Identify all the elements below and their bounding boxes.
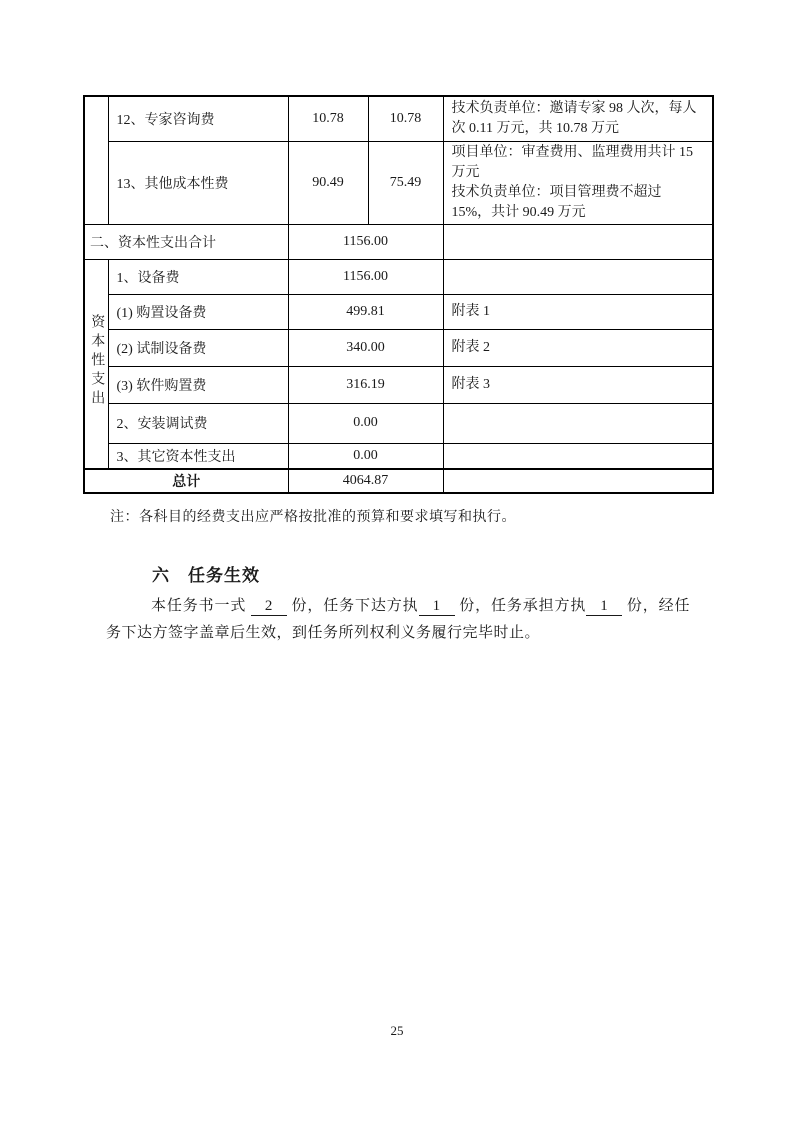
cell-install-value: 0.00: [288, 403, 443, 443]
paragraph-text-1: 本任务书一式: [151, 598, 251, 614]
note-line-1: 项目单位：审查费用、监理费用共计 15 万元: [451, 144, 693, 180]
table-row: [84, 96, 713, 141]
cell-trial-value: 340.00: [288, 329, 443, 366]
table-row: [84, 366, 713, 403]
cell-software-value: 316.19: [288, 366, 443, 403]
cell-grand-total-note: [443, 469, 713, 493]
cell-software-note: 附表 3: [443, 366, 713, 403]
cell-grand-total-label: 总计: [84, 469, 288, 493]
cell-row13-note: [443, 141, 713, 224]
section-heading: 六 任务生效: [152, 566, 260, 585]
table-row: [84, 469, 713, 493]
cell-side-empty: [84, 96, 108, 224]
table-row: [84, 403, 713, 443]
cell-capital-total-note: [443, 224, 713, 259]
table-row: [84, 443, 713, 469]
paragraph-text-2: 份，任务下达方执: [286, 598, 419, 614]
cell-row13-label: 13、其他成本性费: [108, 141, 288, 224]
cell-capital-side-label: [84, 259, 108, 469]
table-row: [84, 329, 713, 366]
cell-row13-budget: 90.49: [288, 141, 368, 224]
cell-software-label: (3) 软件购置费: [108, 366, 288, 403]
table-row: [84, 141, 713, 224]
note-line-2: 技术负责单位：项目管理费不超过 15%，共计 90.49 万元: [451, 184, 662, 220]
cell-row12-note: 技术负责单位：邀请专家 98 人次，每人次 0.11 万元，共 10.78 万元: [443, 96, 713, 141]
cell-other-capital-note: [443, 443, 713, 469]
table-footnote: 注：各科目的经费支出应严格按批准的预算和要求填写和执行。: [110, 510, 516, 525]
table-row: [84, 259, 713, 294]
cell-purchase-label: (1) 购置设备费: [108, 294, 288, 329]
table-row: [84, 224, 713, 259]
cell-trial-label: (2) 试制设备费: [108, 329, 288, 366]
cell-grand-total-value: 4064.87: [288, 469, 443, 493]
cell-capital-total-value: 1156.00: [288, 224, 443, 259]
cell-row12-label: 12、专家咨询费: [108, 96, 288, 141]
cell-equipment-note: [443, 259, 713, 294]
section-paragraph: [106, 593, 690, 647]
paragraph-text-4: 份，经任务下达方签字盖章后生效，到任务所列权利义务履行完毕时止。: [106, 598, 690, 641]
budget-table: [83, 95, 714, 494]
blank-total-copies: 2: [251, 598, 287, 616]
cell-purchase-value: 499.81: [288, 294, 443, 329]
cell-purchase-note: 附表 1: [443, 294, 713, 329]
cell-other-capital-label: 3、其它资本性支出: [108, 443, 288, 469]
blank-undertaker-copies: 1: [586, 598, 622, 616]
cell-install-note: [443, 403, 713, 443]
blank-issuer-copies: 1: [419, 598, 455, 616]
page-number: 25: [390, 1023, 404, 1038]
cell-trial-note: 附表 2: [443, 329, 713, 366]
cell-row13-special: 75.49: [368, 141, 443, 224]
cell-row12-budget: 10.78: [288, 96, 368, 141]
cell-row12-special: 10.78: [368, 96, 443, 141]
cell-equipment-label: 1、设备费: [108, 259, 288, 294]
table-row: [84, 294, 713, 329]
cell-install-label: 2、安装调试费: [108, 403, 288, 443]
paragraph-text-3: 份，任务承担方执: [454, 598, 587, 614]
vertical-label: 资本性支出: [89, 313, 105, 409]
cell-equipment-value: 1156.00: [288, 259, 443, 294]
cell-capital-total-label: 二、资本性支出合计: [84, 224, 288, 259]
cell-other-capital-value: 0.00: [288, 443, 443, 469]
